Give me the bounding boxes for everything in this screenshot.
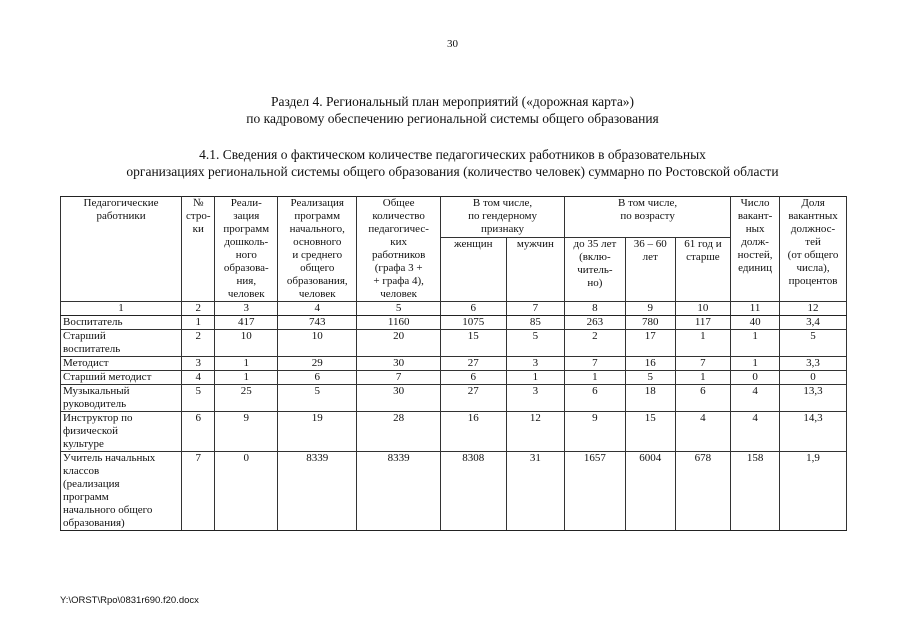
cell-text-line: работников — [371, 249, 426, 261]
table-cell: 4 — [731, 412, 780, 452]
cell-text-line: работники — [96, 210, 146, 222]
staff-name-cell — [61, 371, 182, 385]
cell-text-line: классов — [63, 465, 100, 477]
table-cell: 31 — [506, 452, 564, 531]
cell-text-line: ного — [235, 249, 257, 261]
table-cell: 743 — [278, 316, 357, 330]
cell-text-line: (реализация — [63, 478, 120, 490]
table-cell: 0 — [215, 452, 278, 531]
table-cell: 1 — [182, 316, 215, 330]
header-gender-group — [440, 197, 564, 238]
cell-text-line: количество — [372, 210, 425, 222]
table-cell: 3,4 — [780, 316, 847, 330]
cell-text-line: ния, — [236, 275, 257, 287]
cell-text-line: программ — [223, 223, 270, 235]
cell-text-line: человек — [298, 288, 336, 300]
table-cell: 6 — [278, 371, 357, 385]
cell-text-line: 36 – 60 — [633, 238, 667, 250]
cell-text-line: и среднего — [292, 249, 343, 261]
cell-text-line: Доля — [801, 197, 825, 209]
table-cell: 19 — [278, 412, 357, 452]
cell-text-line: зация — [233, 210, 260, 222]
header-age-61-plus — [675, 238, 730, 302]
table-cell: 3 — [506, 357, 564, 371]
table-cell: 1160 — [357, 316, 441, 330]
cell-text-line: вакант- — [737, 210, 773, 222]
cell-text-line: (от общего — [787, 249, 839, 261]
header-preschool — [215, 197, 278, 302]
table-cell: 3 — [506, 385, 564, 412]
table-row — [61, 371, 847, 385]
table-cell: 678 — [675, 452, 730, 531]
cell-text-line: признаку — [480, 223, 525, 235]
table-cell: 7 — [565, 357, 626, 371]
table-body — [61, 316, 847, 531]
cell-text-line: но) — [587, 277, 603, 289]
table-cell: 5 — [182, 385, 215, 412]
table-row — [61, 412, 847, 452]
header-age-group — [565, 197, 731, 238]
cell-text-line: № — [193, 197, 204, 209]
column-number: 11 — [731, 302, 780, 316]
cell-text-line: основного — [293, 236, 342, 248]
subsection-title-line: 4.1. Сведения о фактическом количестве педагогических работников в образовательных — [199, 147, 706, 162]
cell-text-line: Число — [740, 197, 770, 209]
cell-text-line: Педагогические — [83, 197, 159, 209]
table-cell: 27 — [440, 357, 506, 371]
cell-text-line: образова- — [223, 262, 269, 274]
header-general-education — [278, 197, 357, 302]
table-cell: 1 — [215, 357, 278, 371]
table-cell: 7 — [182, 452, 215, 531]
cell-text-line: числа), — [796, 262, 830, 274]
table-cell: 15 — [440, 330, 506, 357]
table-cell: 1657 — [565, 452, 626, 531]
table-cell: 8339 — [278, 452, 357, 531]
cell-text-line: образования) — [63, 517, 125, 529]
cell-text-line: Учитель начальных — [63, 452, 156, 464]
cell-text-line: до 35 лет — [573, 238, 617, 250]
column-number: 2 — [182, 302, 215, 316]
cell-text-line: начального общего — [63, 504, 153, 516]
table-cell: 5 — [506, 330, 564, 357]
cell-text-line: 61 год и — [684, 238, 722, 250]
cell-text-line: дошколь- — [224, 236, 269, 248]
table-cell: 5 — [625, 371, 675, 385]
cell-text-line: образования, — [286, 275, 348, 287]
table-cell: 158 — [731, 452, 780, 531]
column-number: 9 — [625, 302, 675, 316]
table-cell: 3 — [182, 357, 215, 371]
table-cell: 16 — [440, 412, 506, 452]
table-cell: 117 — [675, 316, 730, 330]
section-title-line: по кадровому обеспечению региональной системы общего образования — [246, 111, 659, 126]
cell-text-line: программ — [63, 491, 109, 503]
table-cell: 8308 — [440, 452, 506, 531]
table-cell: 40 — [731, 316, 780, 330]
table-cell: 2 — [565, 330, 626, 357]
staff-name-cell — [61, 385, 182, 412]
table-cell: 9 — [565, 412, 626, 452]
column-number: 4 — [278, 302, 357, 316]
table-cell: 9 — [215, 412, 278, 452]
table-row — [61, 357, 847, 371]
cell-text-line: ных — [745, 223, 765, 235]
cell-text-line: + графа 4), — [373, 275, 424, 287]
table-cell: 780 — [625, 316, 675, 330]
header-vacancy-share — [780, 197, 847, 302]
column-number: 10 — [675, 302, 730, 316]
cell-text-line: человек — [227, 288, 265, 300]
cell-text-line: тей — [805, 236, 821, 248]
table-cell: 417 — [215, 316, 278, 330]
cell-text-line: начального, — [289, 223, 345, 235]
table-cell: 20 — [357, 330, 441, 357]
table-cell: 14,3 — [780, 412, 847, 452]
table-cell: 8339 — [357, 452, 441, 531]
cell-text-line: по возрасту — [620, 210, 675, 222]
cell-text-line: Реали- — [230, 197, 262, 209]
table-row — [61, 330, 847, 357]
table-row — [61, 316, 847, 330]
staff-name-cell — [61, 452, 182, 531]
cell-text-line: должнос- — [790, 223, 836, 235]
staff-name-cell — [61, 316, 182, 330]
cell-text-line: общего — [300, 262, 335, 274]
table-cell: 2 — [182, 330, 215, 357]
table-cell: 1 — [675, 330, 730, 357]
column-number: 12 — [780, 302, 847, 316]
column-number: 7 — [506, 302, 564, 316]
cell-text-line: долж- — [741, 236, 769, 248]
cell-text-line: читель- — [577, 264, 613, 276]
table-cell: 13,3 — [780, 385, 847, 412]
table-cell: 1 — [565, 371, 626, 385]
header-staff — [61, 197, 182, 302]
header-row-top — [61, 197, 847, 238]
cell-text-line: (вклю- — [579, 251, 611, 263]
cell-text-line: Старший — [63, 330, 106, 342]
cell-text-line: ностей, — [737, 249, 773, 261]
cell-text-line: вакантных — [788, 210, 838, 222]
cell-text-line: руководитель — [63, 398, 127, 410]
table-cell: 16 — [625, 357, 675, 371]
table-cell: 5 — [780, 330, 847, 357]
cell-text-line: стро- — [186, 210, 211, 222]
header-women: женщин — [440, 238, 506, 302]
table-cell: 10 — [278, 330, 357, 357]
staff-table — [60, 196, 847, 531]
table-cell: 29 — [278, 357, 357, 371]
cell-text-line: по гендерному — [468, 210, 537, 222]
table-cell: 7 — [357, 371, 441, 385]
cell-text-line: процентов — [788, 275, 838, 287]
table-cell: 263 — [565, 316, 626, 330]
header-vacancies — [731, 197, 780, 302]
table-cell: 18 — [625, 385, 675, 412]
cell-text-line: Воспитатель — [63, 316, 123, 328]
table-cell: 6 — [440, 371, 506, 385]
staff-name-cell — [61, 330, 182, 357]
cell-text-line: В том числе, — [617, 197, 678, 209]
table-cell: 1 — [731, 330, 780, 357]
table-cell: 6 — [565, 385, 626, 412]
subsection-title-line: организациях региональной системы общего образования (количество человек) суммарно по Ростовской области — [126, 164, 779, 179]
table-cell: 4 — [731, 385, 780, 412]
cell-text-line: (графа 3 + — [374, 262, 423, 274]
table-cell: 1075 — [440, 316, 506, 330]
column-number: 5 — [357, 302, 441, 316]
cell-text-line: воспитатель — [63, 343, 121, 355]
table-cell: 6 — [675, 385, 730, 412]
cell-text-line: лет — [642, 251, 658, 263]
table-cell: 3,3 — [780, 357, 847, 371]
cell-text-line: ких — [390, 236, 408, 248]
table-cell: 5 — [278, 385, 357, 412]
cell-text-line: В том числе, — [472, 197, 533, 209]
column-numbering-row — [61, 302, 847, 316]
cell-text-line: Музыкальный — [63, 385, 130, 397]
header-men: мужчин — [506, 238, 564, 302]
table-cell: 1,9 — [780, 452, 847, 531]
header-age-36-60 — [625, 238, 675, 302]
cell-text-line: педагогичес- — [368, 223, 429, 235]
table-cell: 27 — [440, 385, 506, 412]
table-cell: 30 — [357, 357, 441, 371]
table-cell: 7 — [675, 357, 730, 371]
table-cell: 1 — [675, 371, 730, 385]
table-cell: 10 — [215, 330, 278, 357]
cell-text-line: старше — [686, 251, 720, 263]
table-cell: 4 — [182, 371, 215, 385]
cell-text-line: человек — [380, 288, 418, 300]
section-title-line: Раздел 4. Региональный план мероприятий («дорожная карта») — [270, 94, 635, 109]
cell-text-line: ки — [192, 223, 204, 235]
header-total — [357, 197, 441, 302]
table-cell: 85 — [506, 316, 564, 330]
table-cell: 28 — [357, 412, 441, 452]
header-row-number — [182, 197, 215, 302]
cell-text-line: Методист — [63, 357, 109, 369]
column-number: 8 — [565, 302, 626, 316]
table-cell: 0 — [780, 371, 847, 385]
column-number: 6 — [440, 302, 506, 316]
table-cell: 15 — [625, 412, 675, 452]
subsection-title — [0, 146, 905, 180]
table-cell: 12 — [506, 412, 564, 452]
table-cell: 30 — [357, 385, 441, 412]
cell-text-line: программ — [294, 210, 341, 222]
staff-name-cell — [61, 412, 182, 452]
table-row — [61, 385, 847, 412]
column-number: 1 — [61, 302, 182, 316]
table-cell: 1 — [731, 357, 780, 371]
cell-text-line: Инструктор по — [63, 412, 133, 424]
file-path: Y:\ORST\Rpo\0831r690.f20.docx — [60, 595, 199, 606]
cell-text-line: Старший методист — [63, 371, 152, 383]
table-cell: 17 — [625, 330, 675, 357]
table-cell: 4 — [675, 412, 730, 452]
cell-text-line: культуре — [63, 438, 104, 450]
section-title — [0, 93, 905, 127]
table-cell: 25 — [215, 385, 278, 412]
table-cell: 0 — [731, 371, 780, 385]
table-row — [61, 452, 847, 531]
staff-name-cell — [61, 357, 182, 371]
table-cell: 1 — [215, 371, 278, 385]
table-cell: 6004 — [625, 452, 675, 531]
cell-text-line: единиц — [738, 262, 773, 274]
cell-text-line: Общее — [382, 197, 415, 209]
cell-text-line: физической — [63, 425, 118, 437]
cell-text-line: Реализация — [290, 197, 344, 209]
column-number: 3 — [215, 302, 278, 316]
header-age-under-35 — [565, 238, 626, 302]
page-number: 30 — [447, 38, 458, 50]
table-cell: 6 — [182, 412, 215, 452]
table-cell: 1 — [506, 371, 564, 385]
